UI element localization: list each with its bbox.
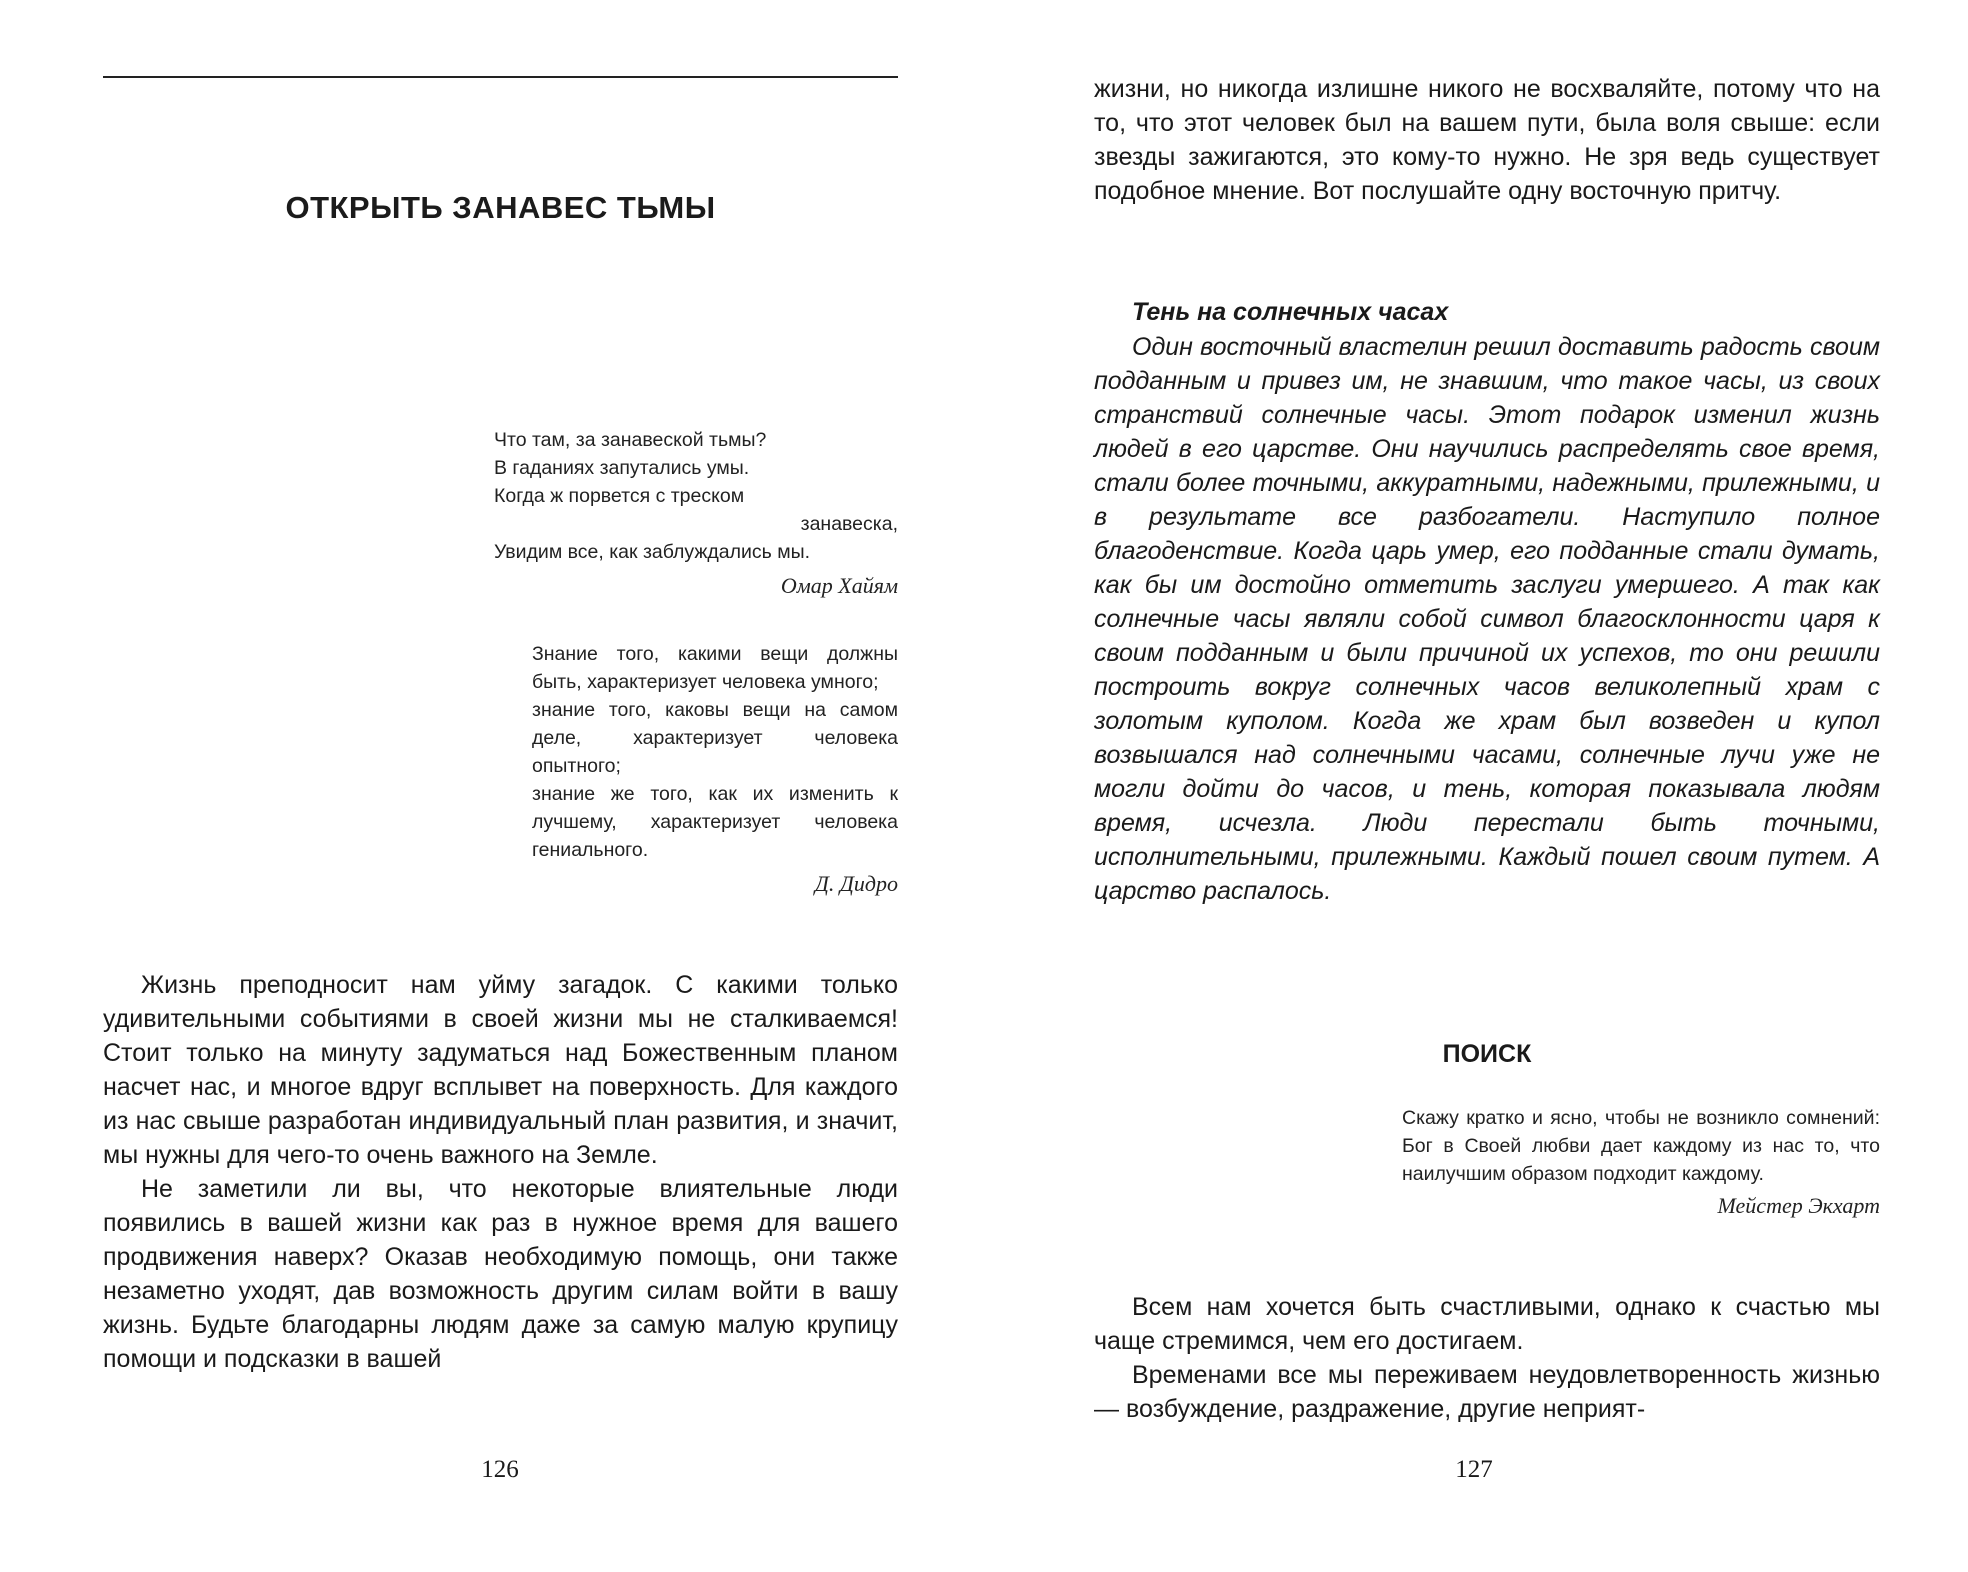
epigraph-line: В гаданиях запутались умы. — [494, 457, 750, 479]
paragraph: Временами все мы переживаем неудовлетворенность жизнью — возбуждение, раздражение, другие неприят- — [1094, 1361, 1880, 1423]
epigraph-poem — [494, 426, 898, 600]
epigraph-paragraph: знание же того, как их изменить к лучшему, характеризует человека гениального. — [532, 783, 898, 861]
body-text — [103, 968, 898, 1376]
page-number: 127 — [1455, 1456, 1493, 1483]
page-number: 126 — [481, 1456, 519, 1483]
parable-title: Тень на солнечных часах — [1132, 298, 1449, 326]
header-rule — [103, 76, 898, 78]
chapter-title: ОТКРЫТЬ ЗАНАВЕС ТЬМЫ — [285, 190, 716, 225]
paragraph: Один восточный властелин решил доставить радость своим подданным и привез им, не знавшим, что такое часы, из своих странствий солнечные часы. Этот подарок изменил жизнь людей в его царстве. Они научились распределять свое время, стали более точными, аккуратными, надежными, прилежными, и в результате все разбогатели. Наступило полное благоденствие. Когда царь умер, его подданные стали думать, как бы им достойно отметить заслуги умершего. А так как солнечные часы являли собой символ благосклонности царя к своим подданным и были причиной их успехов, то они решили построить вокруг солнечных часов великолепный храм с золотым куполом. Когда же храм был возведен и купол возвышался над солнечными часами, солнечные лучи уже не могли дойти до часов, и тень, которая показывала людям время, исчезла. Люди перестали быть точными, исполнительными, прилежными. Каждый пошел своим путем. А царство распалось. — [1094, 333, 1880, 905]
epigraph-line: Когда ж порвется с треском — [494, 485, 745, 507]
paragraph: Жизнь преподносит нам уйму загадок. С какими только удивительными событиями в своей жизни мы не сталкиваемся! Стоит только на минуту задуматься над Божественным планом насчет нас, и многое вдруг всплывет на поверхность. Для каждого из нас свыше разработан индивидуальный план развития, и значит, мы нужны для чего-то очень важного на Земле. — [103, 971, 898, 1169]
epigraph-paragraph: Скажу кратко и ясно, чтобы не возникло сомнений: Бог в Своей любви дает каждому из нас то, что наилучшим образом подходит каждому. — [1402, 1107, 1880, 1185]
paragraph: Всем нам хочется быть счастливыми, однако к счастью мы чаще стремимся, чем его достигаем. — [1094, 1293, 1880, 1355]
epigraph-line: Что там, за занавеской тьмы? — [494, 429, 767, 451]
parable-text — [1094, 330, 1880, 908]
epigraph-paragraph: знание того, каковы вещи на самом деле, характеризует человека опытного; — [532, 699, 898, 777]
epigraph-paragraph: Знание того, какими вещи должны быть, характеризует человека умного; — [532, 643, 898, 693]
body-text-continued — [1094, 72, 1880, 208]
epigraph-author: Д. Дидро — [814, 871, 898, 896]
section-title: ПОИСК — [1442, 1040, 1532, 1068]
epigraph-quote — [1364, 1104, 1880, 1220]
epigraph-line: Увидим все, как заблуждались мы. — [494, 541, 811, 563]
paragraph: Не заметили ли вы, что некоторые влиятельные люди появились в вашей жизни как раз в нужное время для вашего продвижения наверх? Оказав необходимую помощь, они также незаметно уходят, дав возможность другим силам войти в вашу жизнь. Будьте благодарны людям даже за самую малую крупицу помощи и подсказки в вашей — [103, 1175, 898, 1373]
epigraph-quote — [494, 640, 898, 898]
epigraph-author: Мейстер Экхарт — [1717, 1193, 1880, 1218]
right-page — [984, 0, 1968, 1572]
epigraph-line: занавеска, — [800, 513, 898, 535]
body-text — [1094, 1290, 1880, 1426]
epigraph-author: Омар Хайям — [780, 573, 898, 598]
paragraph: жизни, но никогда излишне никого не восхваляйте, потому что на то, что этот человек был на вашем пути, была воля свыше: если звезды зажигаются, это кому-то нужно. Не зря ведь существует подобное мнение. Вот послушайте одну восточную притчу. — [1094, 75, 1880, 205]
